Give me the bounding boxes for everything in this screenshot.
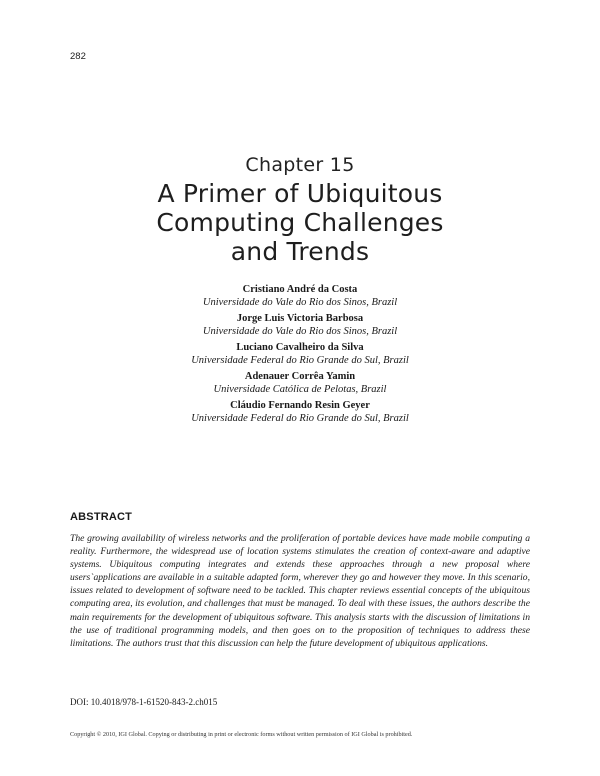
chapter-label: Chapter 15	[245, 154, 355, 176]
author-affiliation: Universidade Católica de Pelotas, Brazil	[213, 384, 387, 395]
author-affiliation: Universidade do Vale do Rio dos Sinos, Brazil	[202, 326, 398, 337]
author-name: Jorge Luis Victoria Barbosa	[236, 313, 364, 324]
author-name: Cláudio Fernando Resin Geyer	[230, 400, 370, 411]
author-affiliation: Universidade do Vale do Rio dos Sinos, Brazil	[202, 297, 398, 308]
doi: DOI: 10.4018/978-1-61520-843-2.ch015	[70, 697, 218, 707]
author-entry	[0, 341, 600, 370]
chapter-title-line: Computing Challenges	[156, 208, 444, 237]
author-entry	[0, 312, 600, 341]
copyright-notice: Copyright © 2010, IGI Global. Copying or distributing in print or electronic forms without written permission of IGI Global is prohibited.	[70, 731, 413, 738]
author-entry	[0, 399, 600, 428]
author-name: Cristiano André da Costa	[242, 284, 358, 295]
author-name: Luciano Cavalheiro da Silva	[236, 342, 364, 353]
author-list	[0, 283, 600, 428]
page-number: 282	[70, 51, 86, 62]
author-name: Adenauer Corrêa Yamin	[244, 371, 356, 382]
chapter-title-line: A Primer of Ubiquitous	[157, 179, 443, 208]
author-entry	[0, 370, 600, 399]
chapter-title	[0, 179, 600, 266]
author-entry	[0, 283, 600, 312]
abstract-body: The growing availability of wireless networks and the proliferation of portable devices have made mobile computing a reality. Furthermore, the widespread use of location systems stimulates the creation of context-aware and adaptive systems. Ubiquitous computing integrates and extends these approaches through a new proposal where users`applications are available in a suitable adapted form, wherever they go and however they move. In this scenario, issues related to development of software need to be tackled. This chapter reviews essential concepts of the ubiquitous computing area, its evolution, and challenges that must be managed. To deal with these issues, the authors describe the main requirements for the development of ubiquitous software. This analysis starts with the discussion of limitations in the use of traditional programming models, and then goes on to the proposition of techniques to address these limitations. The authors trust that this discussion can help the future development of ubiquitous applications.	[70, 533, 530, 649]
author-affiliation: Universidade Federal do Rio Grande do Sul, Brazil	[191, 413, 409, 424]
author-affiliation: Universidade Federal do Rio Grande do Sul, Brazil	[191, 355, 409, 366]
abstract-heading: ABSTRACT	[70, 511, 133, 523]
chapter-title-line: and Trends	[230, 237, 370, 266]
